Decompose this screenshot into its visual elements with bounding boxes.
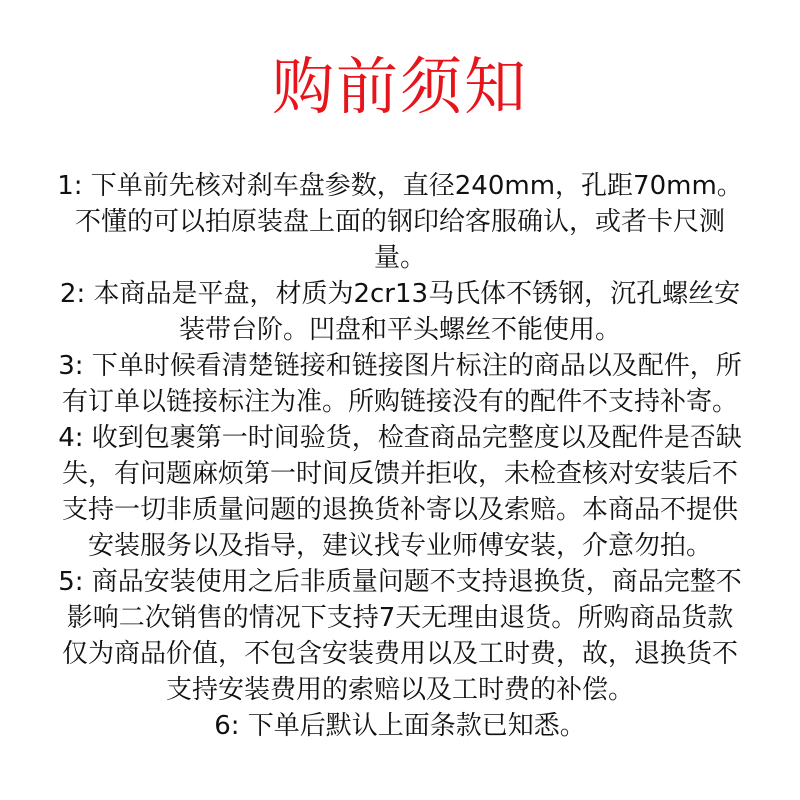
notice-line: 5: 商品安装使用之后非质量问题不支持退换货，商品完整不 (58, 567, 742, 597)
notice-line: 失，有问题麻烦第一时间反馈并拒收，未检查核对安装后不 (61, 459, 738, 489)
notice-line: 4: 收到包裹第一时间验货，检查商品完整度以及配件是否缺 (58, 423, 742, 453)
page-title: 购前须知 (271, 50, 528, 123)
notice-line: 3: 下单时候看清楚链接和链接图片标注的商品以及配件，所 (58, 351, 742, 381)
notice-item-5 (22, 564, 778, 708)
notice-line: 支持安装费用的索赔以及工时费的补偿。 (165, 675, 634, 705)
notice-item-2 (22, 276, 778, 348)
notice-line: 影响二次销售的情况下支持7天无理由退货。所购商品货款 (66, 603, 734, 633)
notice-item-6 (22, 708, 778, 744)
notice-line: 有订单以链接标注为准。所购链接没有的配件不支持补寄。 (61, 387, 738, 417)
notice-line: 不懂的可以拍原装盘上面的钢印给客服确认，或者卡尺测 (74, 207, 725, 237)
notice-item-4 (22, 420, 778, 564)
notice-line: 1: 下单前先核对刹车盘参数，直径240mm，孔距70mm。 (57, 171, 743, 201)
notice-line: 装带台阶。凹盘和平头螺丝不能使用。 (178, 315, 621, 345)
notice-line: 支持一切非质量问题的退换货补寄以及索赔。本商品不提供 (61, 495, 738, 525)
notice-item-1 (22, 168, 778, 276)
notice-line: 2: 本商品是平盘，材质为2cr13马氏体不锈钢，沉孔螺丝安 (59, 279, 741, 309)
notice-item-3 (22, 348, 778, 420)
notice-line: 量。 (373, 243, 426, 273)
notice-line: 6: 下单后默认上面条款已知悉。 (214, 711, 586, 741)
notice-list (22, 168, 778, 744)
notice-line: 仅为商品价值，不包含安装费用以及工时费，故，退换货不 (61, 639, 738, 669)
notice-line: 安装服务以及指导，建议找专业师傅安装，介意勿拍。 (87, 531, 712, 561)
